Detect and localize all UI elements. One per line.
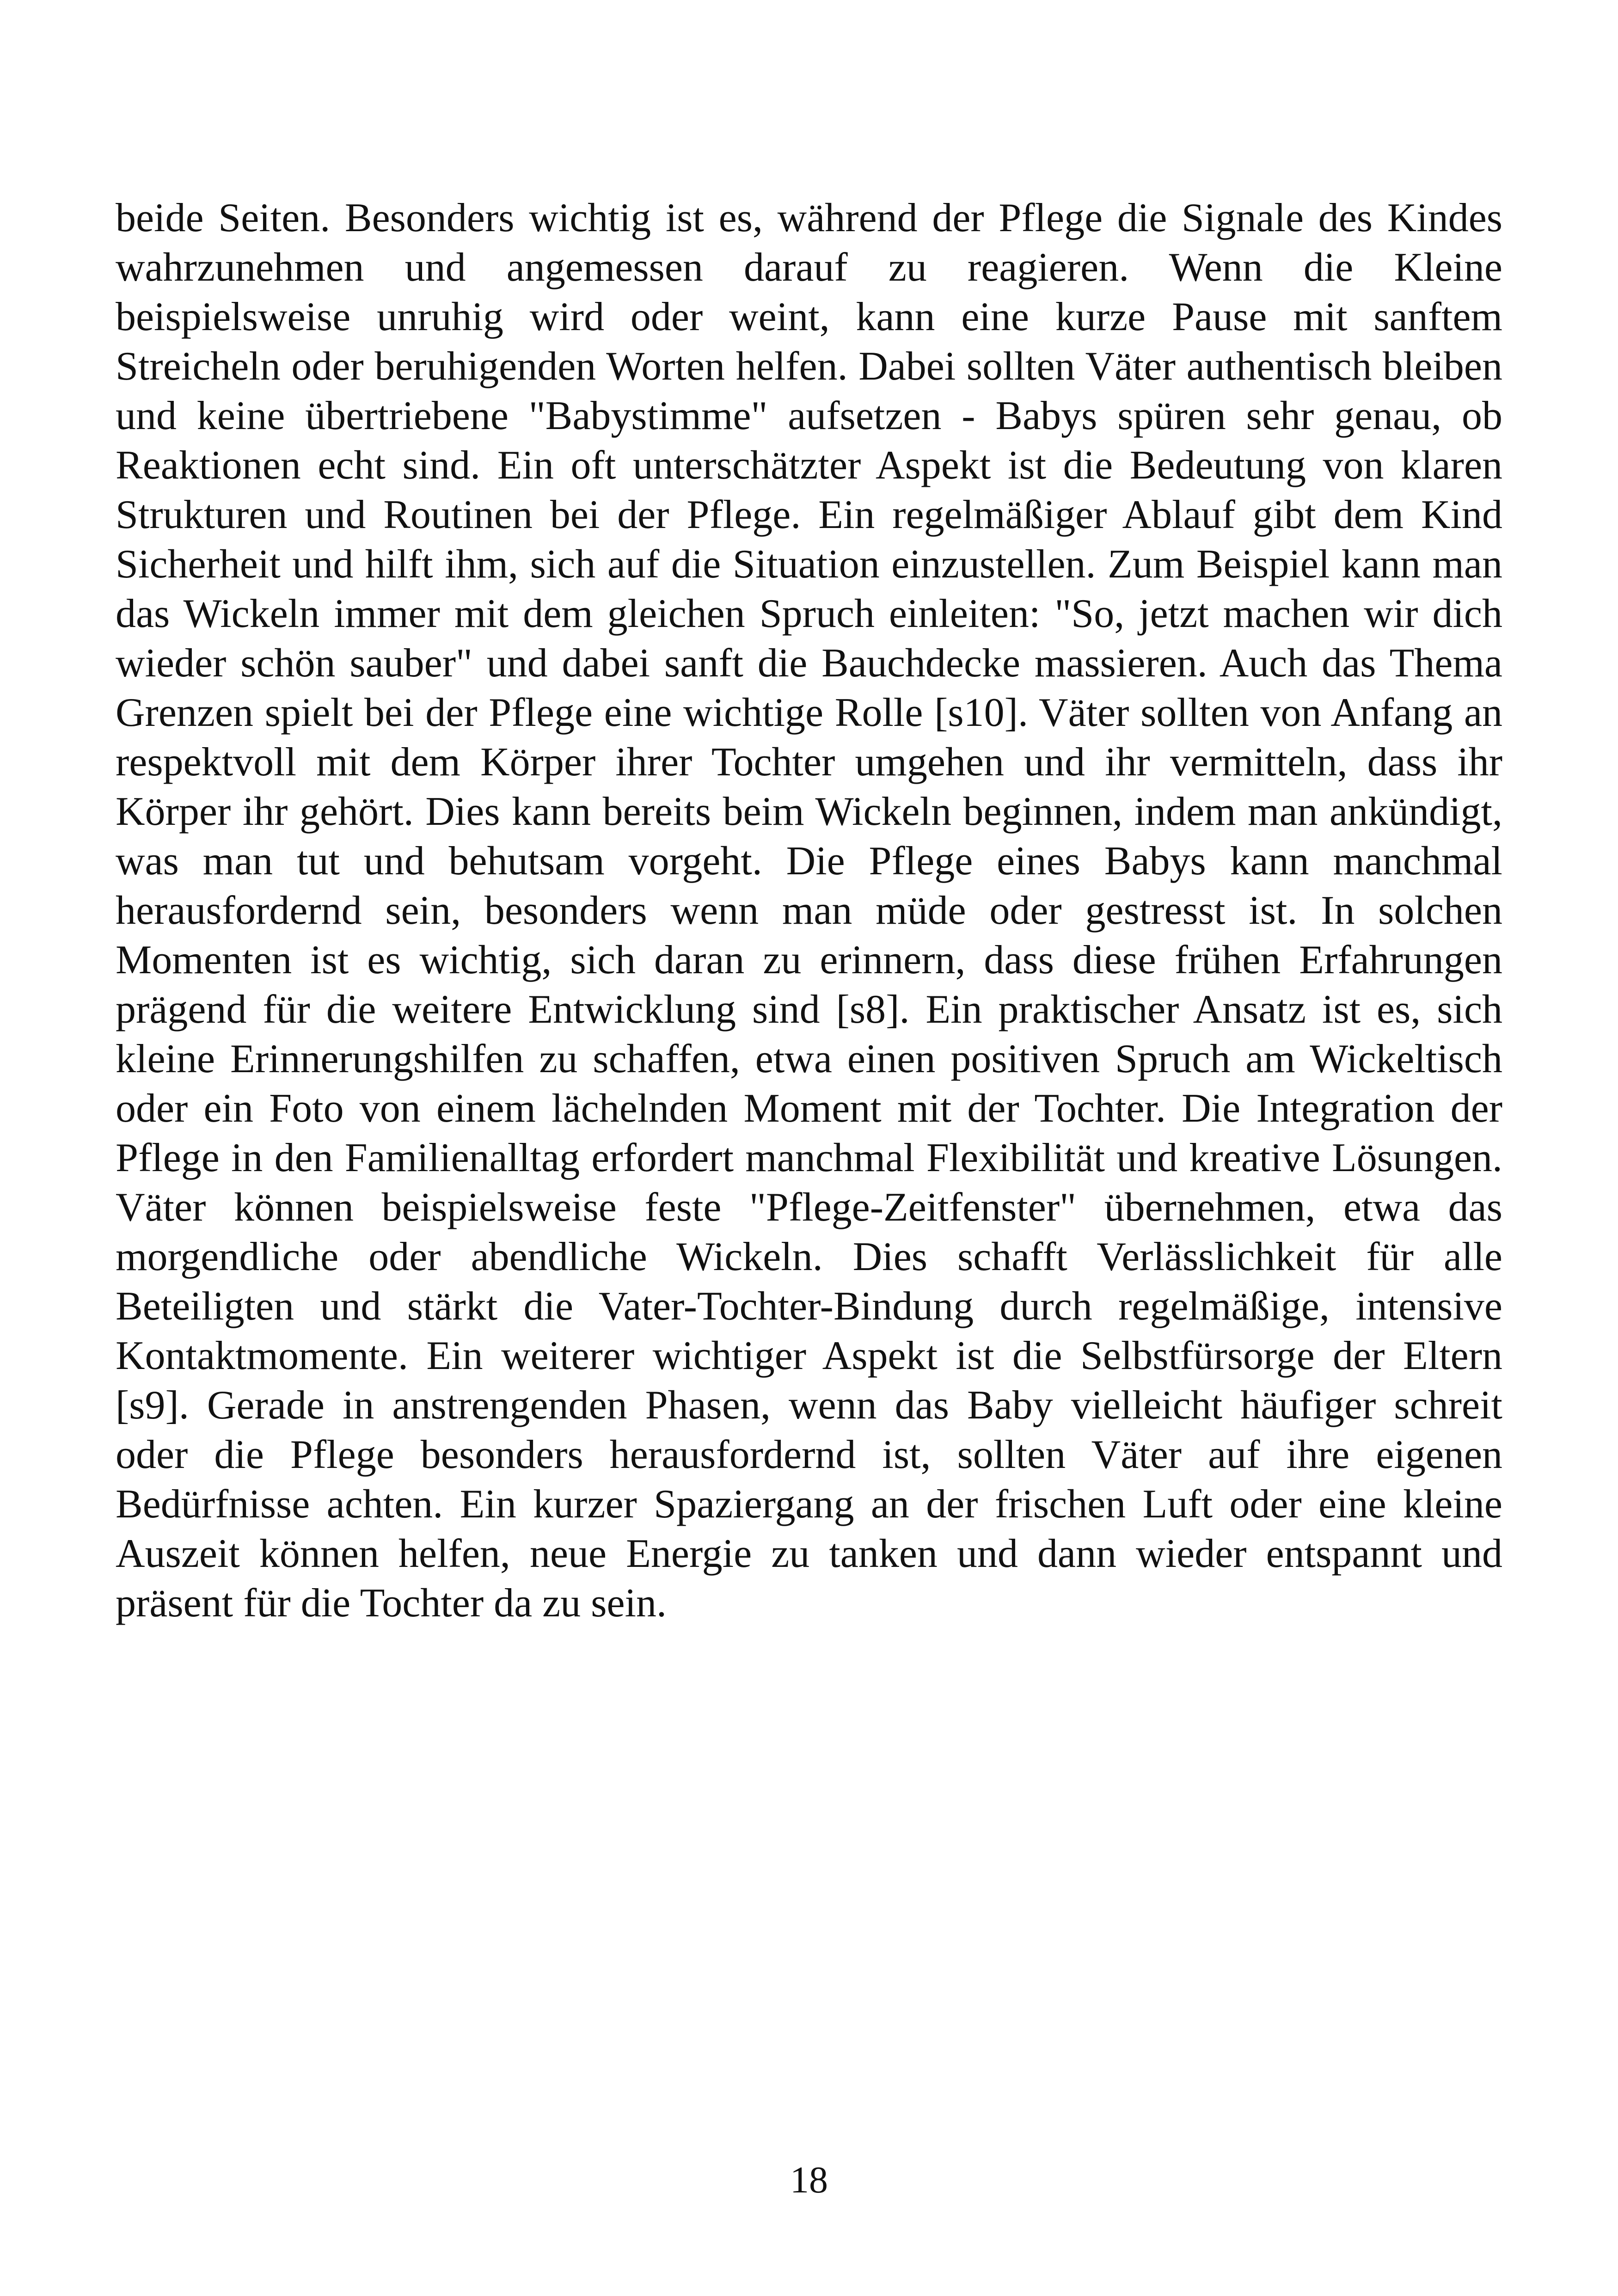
body-paragraph: beide Seiten. Besonders wichtig ist es, während der Pflege die Signale des Kindes wahrzunehmen und angemessen darauf zu reagieren. Wenn die Kleine beispielsweise unruhig wird oder weint, kann eine kurze Pause mit sanftem Streicheln oder beruhigenden Worten helfen. Dabei sollten Väter authentisch bleiben und keine übertriebene "Babystimme" aufsetzen - Babys spüren sehr genau, ob Reaktionen echt sind. Ein oft unterschätzter Aspekt ist die Bedeutung von klaren Strukturen und Routinen bei der Pflege. Ein regelmäßiger Ablauf gibt dem Kind Sicherheit und hilft ihm, sich auf die Situation einzustellen. Zum Beispiel kann man das Wickeln immer mit dem gleichen Spruch einleiten: "So, jetzt machen wir dich wieder schön sauber" und dabei sanft die Bauchdecke massieren. Auch das Thema Grenzen spielt bei der Pflege eine wichtige Rolle [s10]. Väter sollten von Anfang an respektvoll mit dem Körper ihrer Tochter umgehen und ihr vermitteln, dass ihr Körper ihr gehört. Dies kann bereits beim Wickeln beginnen, indem man ankündigt, was man tut und behutsam vorgeht. Die Pflege eines Babys kann manchmal herausfordernd sein, besonders wenn man müde oder gestresst ist. In solchen Momenten ist es wichtig, sich daran zu erinnern, dass diese frühen Erfahrungen prägend für die weitere Entwicklung sind [s8]. Ein praktischer Ansatz ist es, sich kleine Erinnerungshilfen zu schaffen, etwa einen positiven Spruch am Wickeltisch oder ein Foto von einem lächelnden Moment mit der Tochter. Die Integration der Pflege in den Familienalltag erfordert manchmal Flexibilität und kreative Lösungen. Väter können beispielsweise feste "Pflege-Zeitfenster" übernehmen, etwa das morgendliche oder abendliche Wickeln. Dies schafft Verlässlichkeit für alle Beteiligten und stärkt die Vater-Tochter-Bindung durch regelmäßige, intensive Kontaktmomente. Ein weiterer wichtiger Aspekt ist die Selbstfürsorge der Eltern [s9]. Gerade in anstrengenden Phasen, wenn das Baby vielleicht häufiger schreit oder die Pflege besonders herausfordernd ist, sollten Väter auf ihre eigenen Bedürfnisse achten. Ein kurzer Spaziergang an der frischen Luft oder eine kleine Auszeit können helfen, neue Energie zu tanken und dann wieder entspannt und präsent für die Tochter da zu sein. [116, 196, 1502, 1626]
page-number: 18 [790, 2159, 828, 2201]
